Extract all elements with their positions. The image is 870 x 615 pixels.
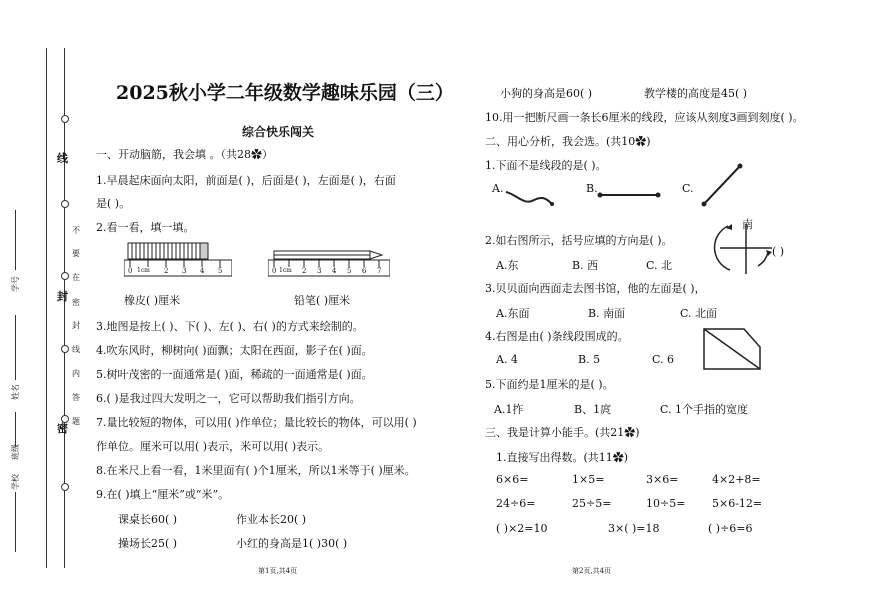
ruler-pencil-figure: [268, 249, 390, 277]
ruler-tick-label: 4: [200, 267, 205, 275]
choice-1: 1.下面不是线段的是( )。: [485, 159, 607, 172]
notice-char: 要: [72, 249, 80, 258]
seal-word-seal: 封: [57, 290, 68, 303]
student-number-field[interactable]: [15, 210, 17, 270]
q9-item-right: 小狗的身高是60( ): [500, 87, 593, 100]
student-number-label: 学号: [11, 276, 20, 292]
notice-char: 密: [72, 298, 80, 307]
choice-2-opt-b: B. 西: [572, 259, 599, 272]
segment-icon: [596, 186, 662, 200]
calc-item: 1×5=: [572, 473, 605, 486]
calc-item: ( )÷6=6: [708, 522, 753, 535]
ruler-tick-label: 0: [128, 267, 133, 275]
choice-4: 4.右图是由( )条线段围成的。: [485, 330, 629, 343]
student-info-fields: [10, 90, 30, 560]
choice-2-opt-c: C. 北: [646, 259, 673, 272]
choice-3-opt-a: A.东面: [496, 307, 530, 320]
question-10: 10.用一把断尺画一条长6厘米的线段，应该从刻度3画到刻度( )。: [485, 111, 804, 124]
compass-blank: ( ): [772, 245, 785, 258]
calc-item: 5×6-12=: [712, 497, 763, 510]
binding-line-outer: [46, 48, 47, 568]
page-footer-right: 第2页,共4页: [572, 567, 612, 575]
question-3: 3.地图是按上( )、下( )、左( )、右( )的方式来绘制的。: [96, 320, 364, 333]
choice-4-opt-c: C. 6: [652, 353, 675, 366]
compass-south-label: 南: [742, 218, 753, 231]
q9-item-right: 教学楼的高度是45( ): [644, 87, 748, 100]
choice-3: 3.贝贝面向西面走去图书馆，他的左面是( )，: [485, 282, 706, 295]
question-4: 4.吹东风时，柳树向( )面飘；太阳在西面，影子在( )面。: [96, 344, 373, 357]
question-8: 8.在米尺上看一看，1米里面有( )个1厘米，所以1米等于( )厘米。: [96, 464, 416, 477]
ruler-tick-label: 3: [182, 267, 187, 275]
notice-char: 线: [72, 345, 80, 354]
ruler-tick-label: 7: [377, 267, 382, 275]
ruler-tick-label: 4: [332, 267, 337, 275]
choice-5: 5.下面约是1厘米的是( )。: [485, 378, 614, 391]
notice-char: 内: [72, 369, 80, 378]
calc-item: 10÷5=: [646, 497, 686, 510]
ruler-unit-label: 1cm: [137, 267, 150, 274]
choice-3-opt-c: C. 北面: [680, 307, 718, 320]
section-3-heading: 三、我是计算小能手。(共21✿): [485, 426, 640, 439]
ruler-tick-label: 6: [362, 267, 367, 275]
pencil-answer: 铅笔( )厘米: [294, 294, 351, 307]
choice-1-opt-b: B.: [586, 182, 598, 195]
choice-1-opt-c: C.: [682, 182, 694, 195]
binding-hole: [61, 115, 69, 123]
question-1: 1.早晨起床面向太阳，前面是( )，后面是( )，左面是( )，右面: [96, 174, 396, 187]
q9-item: 作业本长20( ): [236, 513, 307, 526]
choice-2: 2.如右图所示，括号应填的方向是( )。: [485, 234, 673, 247]
choice-5-opt-b: B、1庹: [574, 403, 612, 416]
calc-item: 24÷6=: [496, 497, 536, 510]
calc-item: 3×6=: [646, 473, 679, 486]
class-field[interactable]: [15, 412, 16, 447]
seal-word-line: 线: [57, 152, 68, 165]
question-7: 7.量比较短的物体，可以用( )作单位；量比较长的物体，可以用( ): [96, 416, 417, 429]
choice-4-opt-a: A. 4: [496, 353, 518, 366]
notice-char: 不: [72, 226, 80, 235]
page-footer-left: 第1页,共4页: [258, 567, 298, 575]
choice-3-opt-b: B. 南面: [588, 307, 626, 320]
question-2: 2.看一看，填一填。: [96, 221, 195, 234]
calc-item: ( )×2=10: [496, 522, 548, 535]
ruler-tick-label: 5: [218, 267, 223, 275]
name-field[interactable]: [15, 315, 16, 380]
choice-5-opt-a: A.1拃: [494, 403, 524, 416]
choice-4-opt-b: B. 5: [578, 353, 601, 366]
notice-char: 在: [72, 273, 80, 282]
binding-hole: [61, 272, 69, 280]
ruler-tick-label: 2: [302, 267, 307, 275]
calc-item: 4×2+8=: [712, 473, 761, 486]
calc-item: 3×( )=18: [608, 522, 660, 535]
calc-item: 6×6=: [496, 473, 529, 486]
binding-hole: [61, 345, 69, 353]
q9-item: 小红的身高是1( )30( ): [236, 537, 348, 550]
class-label: 班级: [11, 444, 20, 460]
section-2-heading: 二、用心分析，我会选。(共10✿): [485, 135, 651, 148]
section-1-heading: 一、开动脑筋，我会填 。（共28✿）: [96, 148, 273, 161]
ruler-tick-label: 5: [347, 267, 352, 275]
ruler-unit-label: 1cm: [279, 267, 292, 274]
school-label: 学校: [11, 474, 20, 490]
question-5: 5.树叶茂密的一面通常是( )面，稀疏的一面通常是( )面。: [96, 368, 373, 381]
question-7-cont: 作单位。厘米可以用( )表示，米可以用( )表示。: [96, 440, 330, 453]
choice-5-opt-c: C. 1个手指的宽度: [660, 403, 749, 416]
question-6: 6.( )是我过四大发明之一，它可以帮助我们指引方向。: [96, 392, 361, 405]
diagonal-segment-icon: [698, 160, 746, 210]
binding-hole: [61, 483, 69, 491]
ruler-eraser-figure: [124, 241, 232, 277]
choice-1-opt-a: A.: [492, 182, 504, 195]
notice-char: 题: [72, 417, 80, 426]
trapezoid-figure: [700, 325, 764, 373]
calc-item: 25÷5=: [572, 497, 612, 510]
name-label: 姓名: [11, 384, 20, 400]
school-field[interactable]: [15, 492, 16, 552]
ruler-tick-label: 3: [317, 267, 322, 275]
ruler-tick-label: 2: [164, 267, 169, 275]
notice-char: 封: [72, 321, 80, 330]
notice-char: 答: [72, 393, 80, 402]
question-9: 9.在( )填上“厘米”或“米”。: [96, 488, 230, 501]
calc-title: 1.直接写出得数。(共11✿): [496, 451, 629, 464]
seal-word-secret: 密: [57, 422, 68, 435]
question-1-cont: 是( )。: [96, 197, 131, 210]
curve-icon: [504, 184, 554, 208]
q9-item: 操场长25( ): [118, 537, 178, 550]
q9-item: 课桌长60( ): [118, 513, 178, 526]
ruler-tick-label: 0: [272, 267, 277, 275]
page-subtitle: 综合快乐闯关: [242, 125, 315, 139]
page-title: 2025秋小学二年级数学趣味乐园（三）: [116, 82, 454, 104]
eraser-answer: 橡皮( )厘米: [124, 294, 181, 307]
binding-hole: [61, 200, 69, 208]
choice-2-opt-a: A.东: [496, 259, 519, 272]
